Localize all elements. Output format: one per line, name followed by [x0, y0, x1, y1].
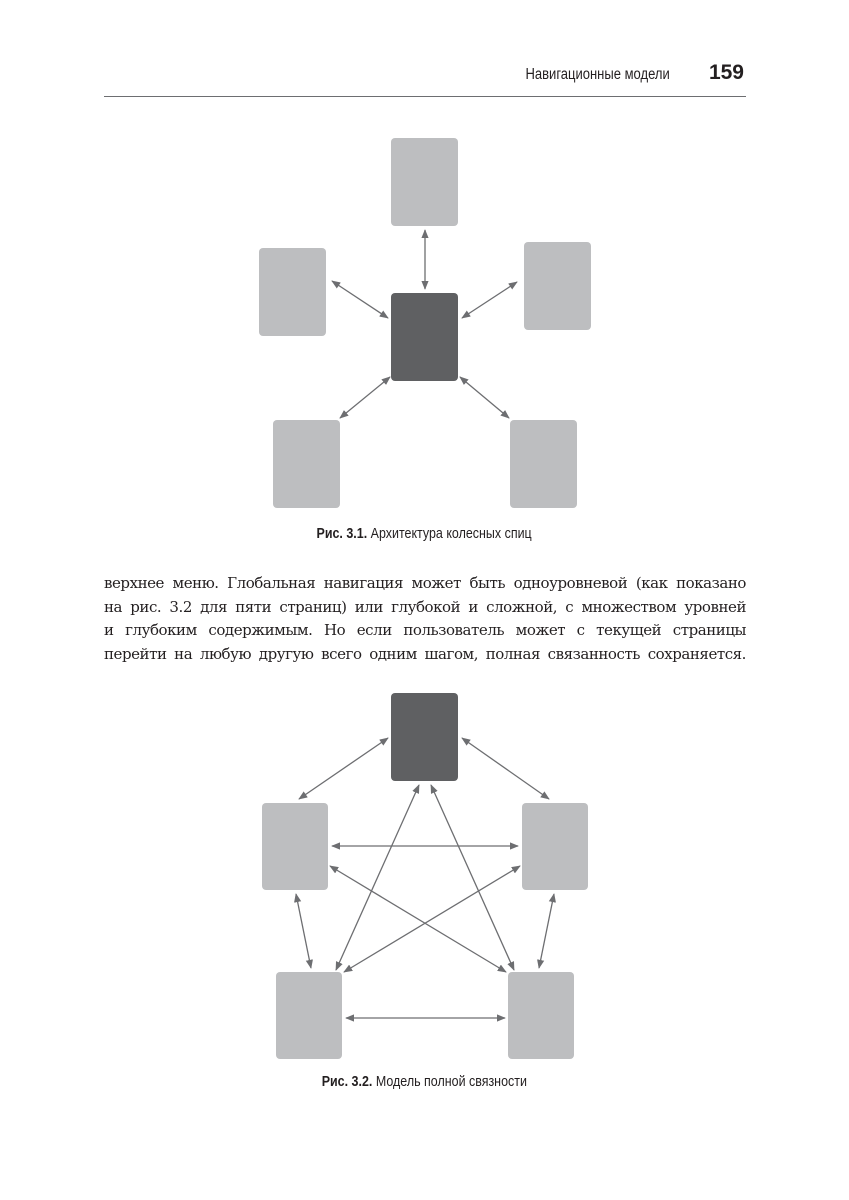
page-box-lower-left [273, 420, 340, 508]
page-box-left [262, 803, 328, 890]
page-box-bottom-right [508, 972, 574, 1059]
body-line: на рис. 3.2 для пяти страниц) или глубокой и сложной, с множеством уровней [104, 597, 746, 616]
figure-full-connectivity [0, 680, 849, 1100]
page-box-top [391, 138, 458, 226]
arrow-hub-lower-left [340, 377, 390, 418]
body-paragraph [104, 572, 746, 666]
page-box-upper-right [524, 242, 591, 330]
body-line: перейти на любую другую всего одним шагом, полная связанность сохраняется. [104, 644, 746, 663]
caption-label: Рис. 3.2. [321, 1074, 373, 1090]
figure-hub-and-spoke [0, 0, 849, 560]
page-box-right [522, 803, 588, 890]
arrow-hub-lower-right [460, 377, 509, 418]
body-line: и глубоким содержимым. Но если пользователь может с текущей страницы [104, 621, 746, 640]
figure-3-1-caption [0, 526, 849, 542]
arrow-right-bottom-left [344, 866, 520, 972]
page-box-top-current [391, 693, 458, 781]
caption-text: Модель полной связности [376, 1074, 528, 1090]
figure-3-2-caption [0, 1074, 849, 1090]
page-number: 159 [708, 61, 744, 84]
page-box-bottom-left [276, 972, 342, 1059]
body-line: верхнее меню. Глобальная навигация может быть одноуровневой (как показано [104, 574, 746, 592]
caption-text: Архитектура колесных спиц [371, 526, 533, 542]
arrow-left-bottom-right [330, 866, 506, 972]
arrow-hub-upper-left [332, 281, 388, 318]
hub-and-spoke-diagram [0, 0, 849, 560]
caption-label: Рис. 3.1. [316, 526, 368, 542]
full-connectivity-diagram [0, 680, 849, 1100]
arrow-top-right [462, 738, 549, 799]
page-box-upper-left [259, 248, 326, 336]
arrow-hub-upper-right [462, 282, 517, 318]
arrow-top-left [299, 738, 388, 799]
page-box-lower-right [510, 420, 577, 508]
arrow-right-bottom-right [539, 894, 554, 968]
running-title: Навигационные модели [525, 66, 670, 83]
page-box-hub [391, 293, 458, 381]
arrow-left-bottom-left [296, 894, 311, 968]
